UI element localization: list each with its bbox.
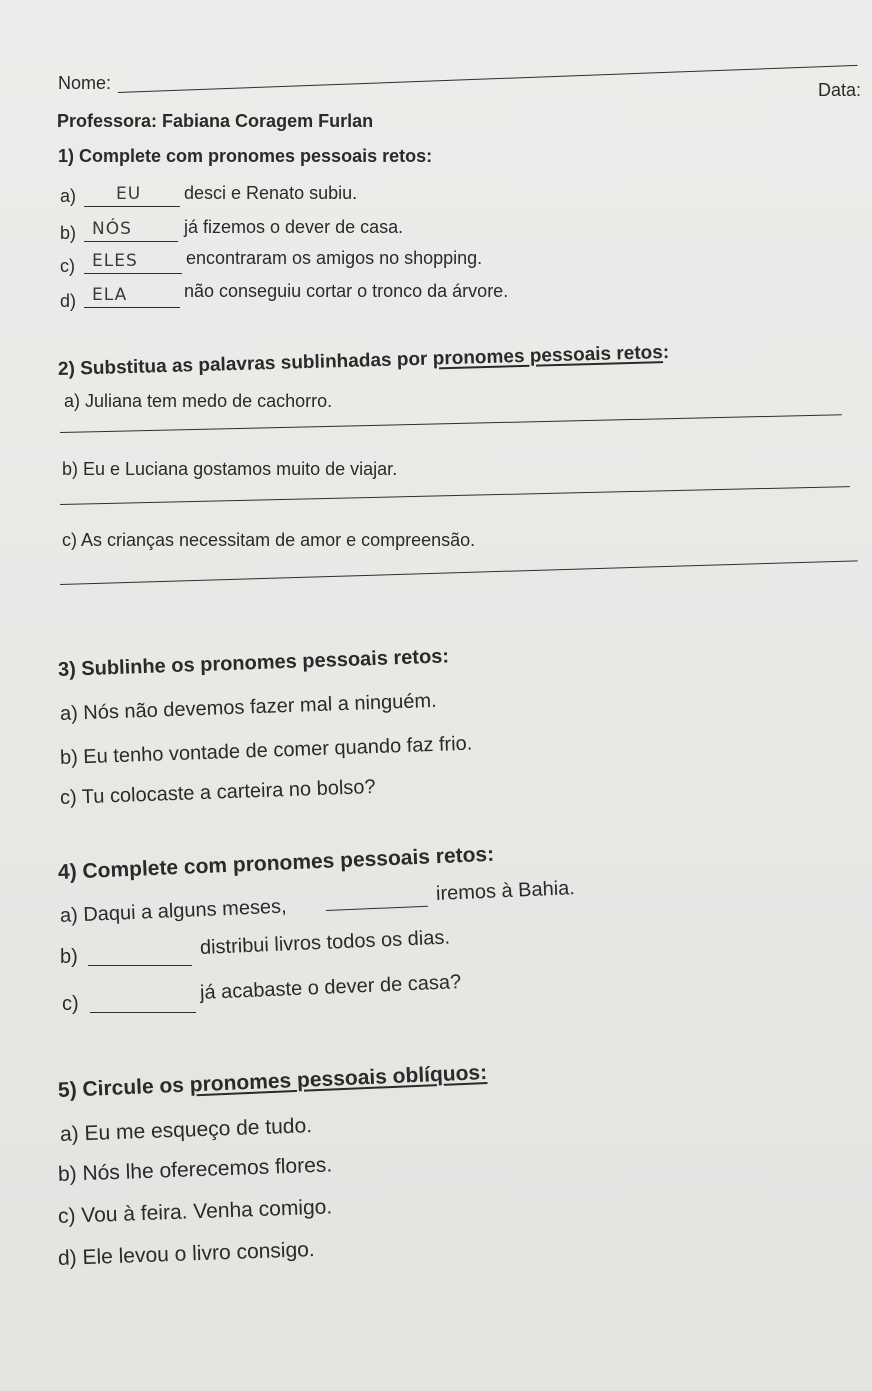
q5-title [58,1062,488,1101]
q1-item-text: não conseguiu cortar o tronco da árvore. [184,281,509,301]
q1-item-letter: d) [60,291,77,311]
teacher-name: Professora: Fabiana Coragem Furlan [57,111,374,131]
q5-item-c: c) Vou à feira. Venha comigo. [57,1195,333,1228]
q4-item-c-text: já acabaste o dever de casa? [199,971,462,1004]
handwritten-answer: NÓS [92,219,132,239]
date-label: Data: [818,80,862,100]
q2-title-colon: : [662,341,670,364]
q3-title: 3) Sublinhe os pronomes pessoais retos: [57,645,450,681]
answer-blank [326,906,428,911]
answer-line [60,486,850,505]
answer-blank [84,307,180,308]
q1-item-letter: c) [60,256,75,276]
q1-item-letter: b) [60,223,77,243]
answer-blank [84,206,180,207]
q5-title-underlined: pronomes pessoais oblíquos: [189,1061,488,1097]
q5-item-d: d) Ele levou o livro consigo. [57,1238,316,1270]
q1-item-text: desci e Renato subiu. [184,183,358,203]
q1-item-text: encontraram os amigos no shopping. [186,248,483,268]
q3-item-a: a) Nós não devemos fazer mal a ninguém. [59,689,438,725]
name-line [118,65,858,93]
q2-item-b: b) Eu e Luciana gostamos muito de viajar. [62,459,398,479]
q5-item-a: a) Eu me esqueço de tudo. [59,1114,313,1146]
q2-title-underlined: pronomes pessoais retos [432,342,664,370]
q3-item-c: c) Tu colocaste a carteira no bolso? [59,775,376,809]
q5-title-text: 5) Circule os [57,1073,191,1102]
answer-blank [90,1012,196,1013]
handwritten-answer: EU [116,184,142,204]
q1-title: 1) Complete com pronomes pessoais retos: [58,146,433,166]
q4-title: 4) Complete com pronomes pessoais retos: [57,842,495,884]
q2-item-c: c) As crianças necessitam de amor e compreensão. [62,530,476,550]
answer-blank [84,273,182,274]
q1-item-letter: a) [60,186,77,206]
q4-item-b-text: distribui livros todos os dias. [199,926,451,959]
q4-item-letter: b) [60,946,78,968]
q2-item-a: a) Juliana tem medo de cachorro. [64,391,333,411]
answer-line [60,414,842,433]
handwritten-answer: ELES [92,251,138,271]
q2-title-text: 2) Substitua as palavras sublinhadas por [57,348,433,380]
q3-item-b: b) Eu tenho vontade de comer quando faz frio. [59,732,473,769]
answer-blank [84,241,178,242]
q5-item-b: b) Nós lhe oferecemos flores. [57,1153,333,1186]
q4-item-a-suffix: iremos à Bahia. [435,877,576,905]
q2-title [58,343,670,379]
answer-line [60,560,858,585]
q4-item-letter: c) [62,993,79,1015]
q1-item-text: já fizemos o dever de casa. [184,217,404,237]
answer-blank [88,965,192,966]
handwritten-answer: ELA [92,285,128,305]
name-label: Nome: [58,73,112,93]
q4-item-a-prefix: a) Daqui a alguns meses, [59,895,288,927]
